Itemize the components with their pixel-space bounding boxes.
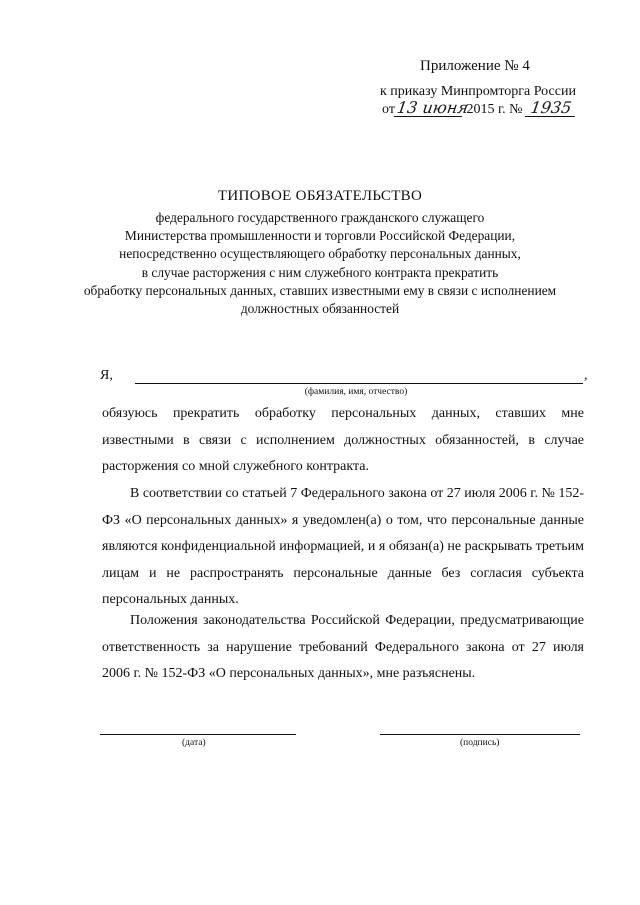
handwritten-date: 13 июня bbox=[395, 98, 470, 117]
full-name-blank-field[interactable] bbox=[135, 383, 583, 384]
declarant-comma: , bbox=[584, 368, 588, 383]
appendix-label: Приложение № 4 bbox=[420, 58, 530, 74]
date-caption: (дата) bbox=[182, 738, 206, 748]
handwritten-order-number: 1935 bbox=[525, 100, 577, 117]
declarant-pronoun: Я, bbox=[100, 368, 113, 383]
full-name-caption-row bbox=[0, 387, 640, 397]
document-title-block bbox=[0, 188, 640, 318]
title-line-5: обработку персональных данных, ставших известными ему в связи с исполнением bbox=[83, 282, 557, 298]
clarification-paragraph: Положения законодательства Российской Федерации, предусматривающие ответственность за нарушение требований Федерального закона от 27 июля 2006 г. № 152-ФЗ «О персональных данных», мне разъяснены. bbox=[102, 613, 584, 682]
date-blank-field[interactable] bbox=[100, 734, 296, 735]
title-line-6: должностных обязанностей bbox=[240, 301, 400, 317]
signature-caption: (подпись) bbox=[460, 738, 500, 748]
notification-paragraph: В соответствии со статьей 7 Федерального закона от 27 июля 2006 г. № 152-ФЗ «О персональных данных» я уведомлен(а) о том, что персональные данные являются конфиденциальной информацией, и я обязан(а) не раскрывать третьим лицам и не распространять персональные данные без согласия субъекта персональных данных. bbox=[102, 486, 584, 608]
order-date-line bbox=[382, 100, 576, 118]
title-line-4: в случае расторжения с ним служебного контракта прекратить bbox=[141, 264, 499, 280]
signature-blank-field[interactable] bbox=[380, 734, 580, 735]
year-text: 2015 г. № bbox=[466, 102, 523, 117]
title-line-2: Министерства промышленности и торговли Российской Федерации, bbox=[124, 228, 516, 244]
date-prefix: от bbox=[382, 102, 395, 117]
title-line-3: непосредственно осуществляющего обработку персональных данных, bbox=[119, 246, 521, 262]
obligation-paragraph: обязуюсь прекратить обработку персональных данных, ставших мне известными в связи с исполнением должностных обязанностей, в случае расторжения со мной служебного контракта. bbox=[102, 406, 584, 475]
document-title: ТИПОВОЕ ОБЯЗАТЕЛЬСТВО bbox=[217, 188, 423, 204]
title-line-1: федерального государственного гражданского служащего bbox=[155, 210, 485, 225]
order-reference: к приказу Минпромторга России bbox=[380, 84, 576, 99]
full-name-caption: (фамилия, имя, отчество) bbox=[304, 387, 408, 397]
